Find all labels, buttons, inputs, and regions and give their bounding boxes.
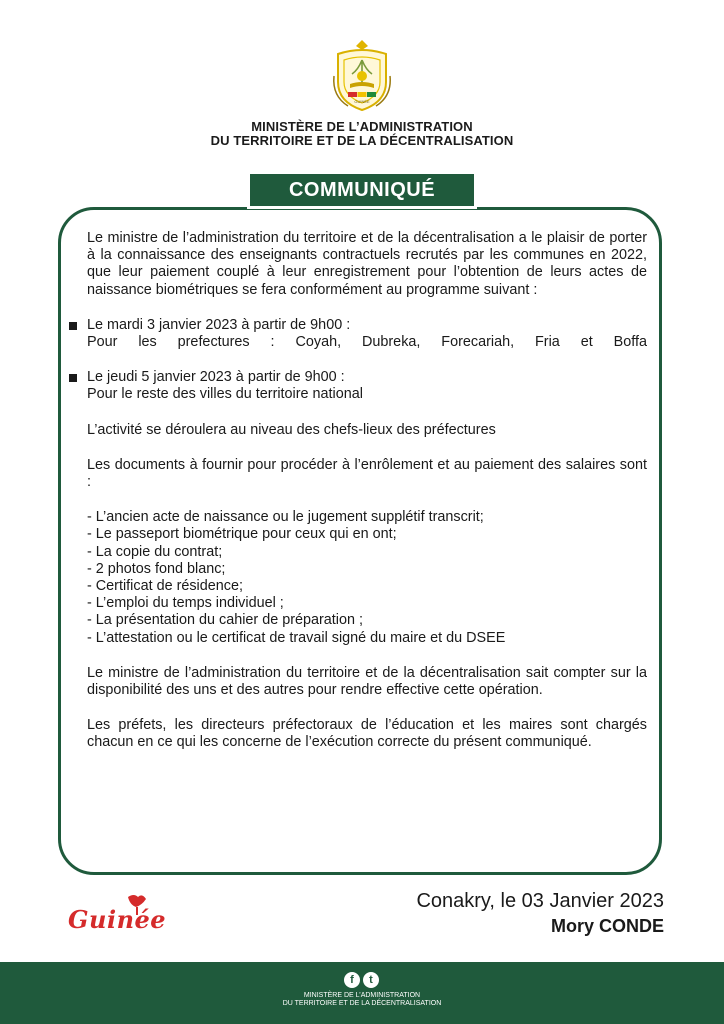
place-date: Conakry, le 03 Janvier 2023 xyxy=(416,890,664,912)
crest-lettering: GUINÉE xyxy=(354,99,370,104)
closing-paragraph-1: Le ministre de l’administration du territoire et de la décentralisation sait compter sur la disponibilité des uns et des autres pour rendre effective cette opération. xyxy=(87,664,647,699)
footer-ministry xyxy=(0,992,724,1008)
brand-text: Guinée xyxy=(68,905,167,934)
ministry-header xyxy=(0,120,724,148)
footer-line-2: DU TERRITOIRE ET DE LA DÉCENTRALISATION xyxy=(282,1000,442,1007)
ministry-line-2: DU TERRITOIRE ET DE LA DÉCENTRALISATION xyxy=(210,133,514,148)
communique-body xyxy=(87,230,647,752)
closing-paragraph-2: Les préfets, les directeurs préfectoraux de l’éducation et les maires sont chargés chacun en ce qui les concerne de l’exécution correcte du présent communiqué. xyxy=(87,717,647,751)
signer-name: Mory CONDE xyxy=(550,916,664,936)
documents-intro: Les documents à fournir pour procéder à l’enrôlement et au paiement des salaires sont : xyxy=(87,456,647,491)
ministry-line-1: MINISTÈRE DE L’ADMINISTRATION xyxy=(251,119,473,134)
document-item: - L’ancien acte de naissance ou le jugement supplétif transcrit; xyxy=(87,509,484,526)
footer-bar xyxy=(0,962,724,1024)
intro-paragraph: Le ministre de l’administration du territoire et de la décentralisation a le plaisir de porter à la connaissance des enseignants contractuels recrutés par les communes en 2022, que leur paiement couplé à leur enregistrement pour l’obtention de leurs actes de naissance biométriques se fera conformément au programme suivant : xyxy=(87,230,647,298)
coat-of-arms-logo xyxy=(328,36,396,114)
document-item: - La copie du contrat; xyxy=(87,543,223,560)
schedule-item-1 xyxy=(87,317,647,351)
bullet-square-icon xyxy=(69,374,77,382)
document-item: - Certificat de résidence; xyxy=(87,578,243,595)
schedule-date-2: Le jeudi 5 janvier 2023 à partir de 9h00 : xyxy=(87,369,345,386)
activity-paragraph: L’activité se déroulera au niveau des chefs-lieux des préfectures xyxy=(87,421,496,438)
document-item: - La présentation du cahier de préparation ; xyxy=(87,612,364,629)
document-item: - 2 photos fond blanc; xyxy=(87,560,226,577)
communique-title: COMMUNIQUÉ xyxy=(250,174,474,206)
guinee-brand-logo xyxy=(68,893,168,939)
schedule-detail-1: Pour les prefectures : Coyah, Dubreka, Forecariah, Fria et Boffa xyxy=(87,334,647,351)
twitter-icon[interactable]: t xyxy=(363,972,379,988)
document-item: - L’emploi du temps individuel ; xyxy=(87,595,284,612)
schedule-date-1: Le mardi 3 janvier 2023 à partir de 9h00 : xyxy=(87,316,351,333)
bullet-square-icon xyxy=(69,322,77,330)
document-item: - Le passeport biométrique pour ceux qui en ont; xyxy=(87,526,397,543)
document-item: - L’attestation ou le certificat de travail signé du maire et du DSEE xyxy=(87,629,506,646)
facebook-icon[interactable]: f xyxy=(344,972,360,988)
signature-block xyxy=(416,888,664,938)
social-links xyxy=(344,972,384,990)
documents-list xyxy=(87,509,647,647)
communique-banner xyxy=(247,171,477,209)
footer-line-1: MINISTÈRE DE L’ADMINISTRATION xyxy=(303,992,421,999)
schedule-detail-2: Pour le reste des villes du territoire national xyxy=(87,386,363,403)
schedule-item-2 xyxy=(87,369,647,403)
